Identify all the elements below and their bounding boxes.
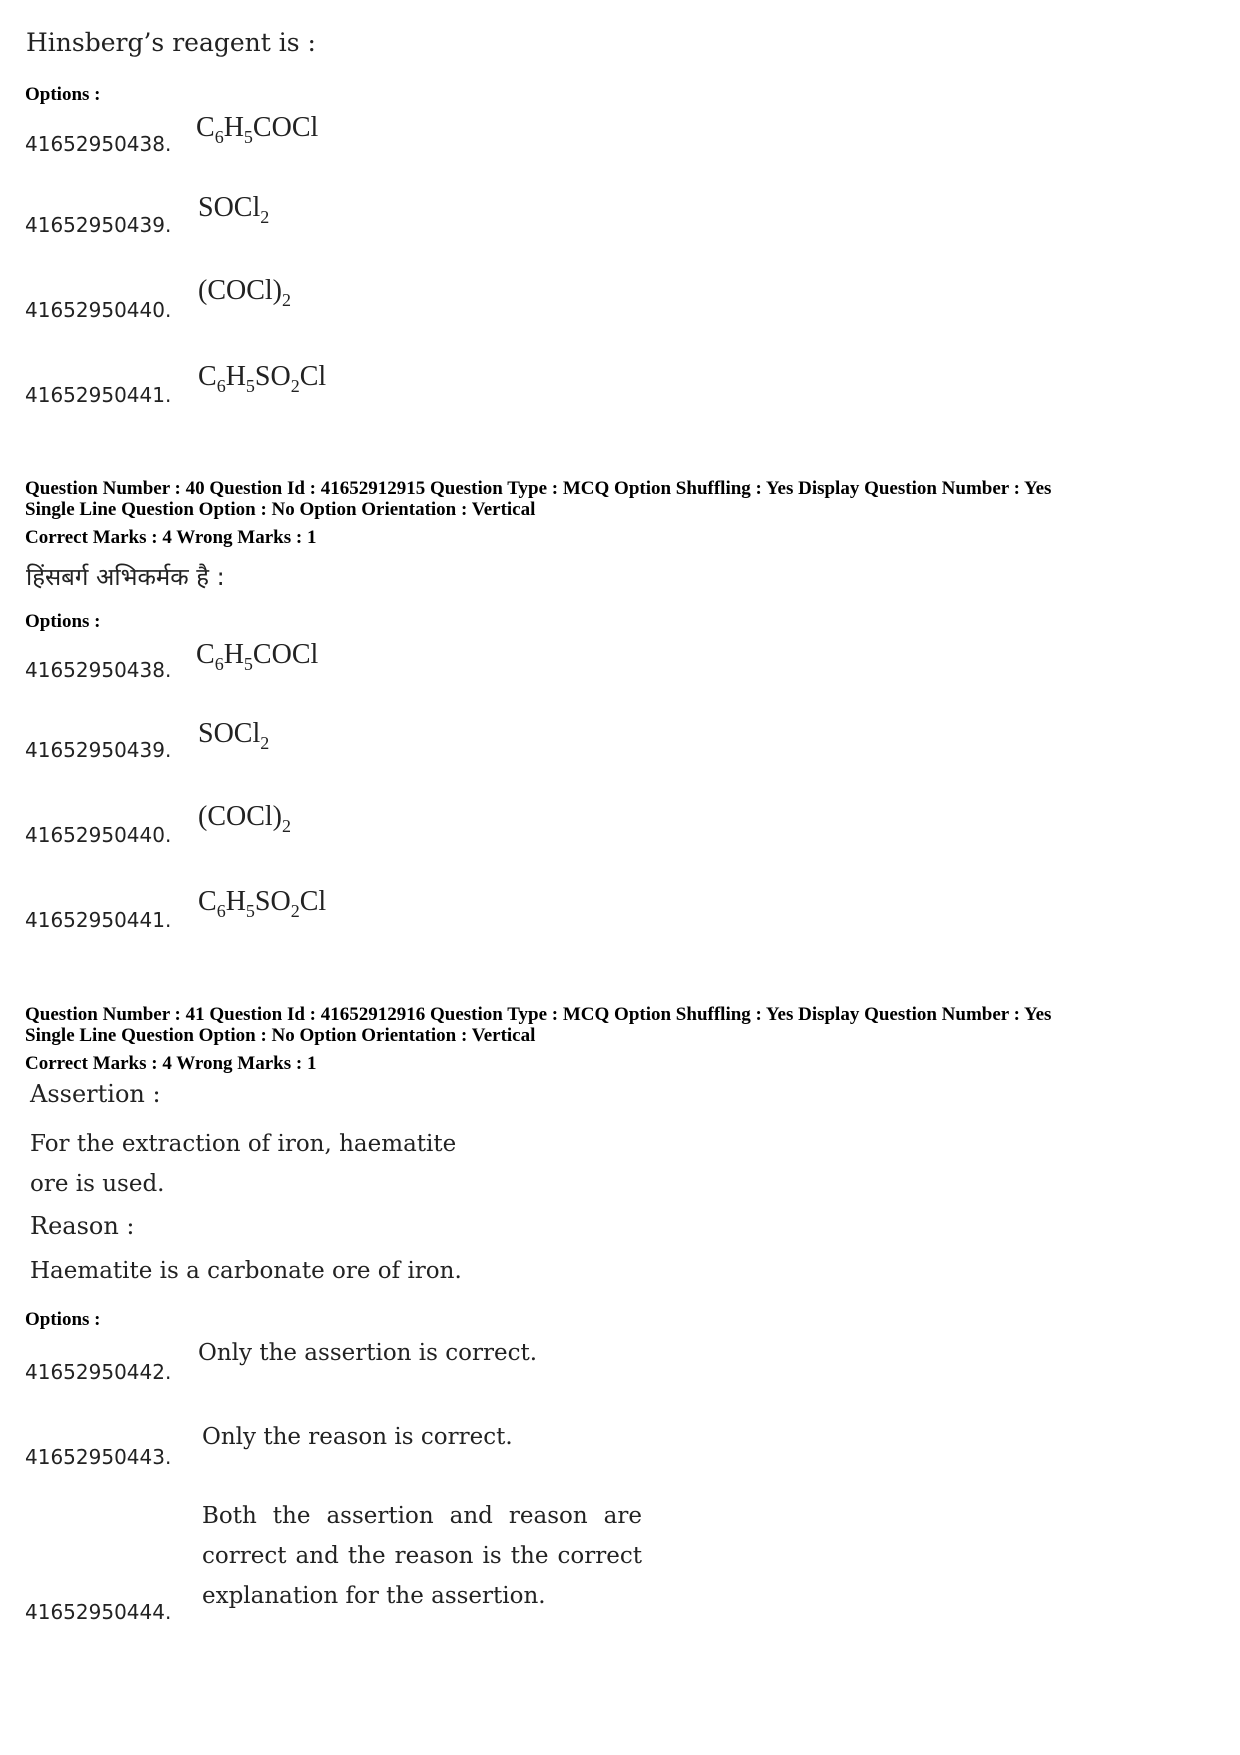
question-header: Question Number : 40 Question Id : 41652912915 Question Type : MCQ Option Shuffling : Yes Display Question Number : Yes: [25, 478, 1052, 499]
option-formula: $(COCl)_2$: [198, 275, 291, 310]
assertion-text: For the extraction of iron, haematite ore is used.: [30, 1131, 457, 1197]
option-formula: $C_6H_5SO_2Cl$: [198, 886, 327, 921]
options-label: Options :: [25, 611, 101, 632]
question-header: Single Line Question Option : No Option Orientation : Vertical: [25, 499, 536, 520]
option-id: 41652950440.: [25, 823, 172, 847]
reason-label: Reason :: [30, 1212, 135, 1240]
option-id: 41652950441.: [25, 908, 172, 932]
option-formula: $C_6H_5COCl$: [196, 639, 319, 674]
option-id: 41652950438.: [25, 658, 172, 682]
question-text: हिंसबर्ग अभिकर्मक है :: [26, 563, 225, 591]
question-text: Hinsberg’s reagent is :: [26, 28, 316, 57]
option-formula: SOCl$_2$: [198, 718, 270, 753]
option-id: 41652950444.: [25, 1600, 172, 1624]
option-id: 41652950438.: [25, 132, 172, 156]
question-marks: Correct Marks : 4 Wrong Marks : 1: [25, 527, 317, 548]
option-text: Only the reason is correct.: [202, 1424, 513, 1450]
option-formula: $C_6H_5SO_2Cl$: [198, 361, 327, 396]
option-id: 41652950442.: [25, 1360, 172, 1384]
option-formula: $(COCl)_2$: [198, 801, 291, 836]
options-label: Options :: [25, 84, 101, 105]
question-header: Question Number : 41 Question Id : 41652912916 Question Type : MCQ Option Shuffling : Yes Display Question Number : Yes: [25, 1004, 1052, 1025]
option-id: 41652950439.: [25, 213, 172, 237]
option-id: 41652950443.: [25, 1445, 172, 1469]
option-text: Only the assertion is correct.: [198, 1340, 538, 1366]
question-header: Single Line Question Option : No Option Orientation : Vertical: [25, 1025, 536, 1046]
option-text: Both the assertion and reason are correct and the reason is the correct explanation for the assertion.: [202, 1503, 642, 1609]
options-label: Options :: [25, 1309, 101, 1330]
question-marks: Correct Marks : 4 Wrong Marks : 1: [25, 1053, 317, 1074]
option-formula: SOCl$_2$: [198, 192, 270, 227]
assertion-label: Assertion :: [30, 1080, 161, 1108]
option-formula: $C_6H_5COCl$: [196, 112, 319, 147]
option-id: 41652950441.: [25, 383, 172, 407]
option-id: 41652950439.: [25, 738, 172, 762]
option-id: 41652950440.: [25, 298, 172, 322]
reason-text: Haematite is a carbonate ore of iron.: [30, 1258, 462, 1284]
